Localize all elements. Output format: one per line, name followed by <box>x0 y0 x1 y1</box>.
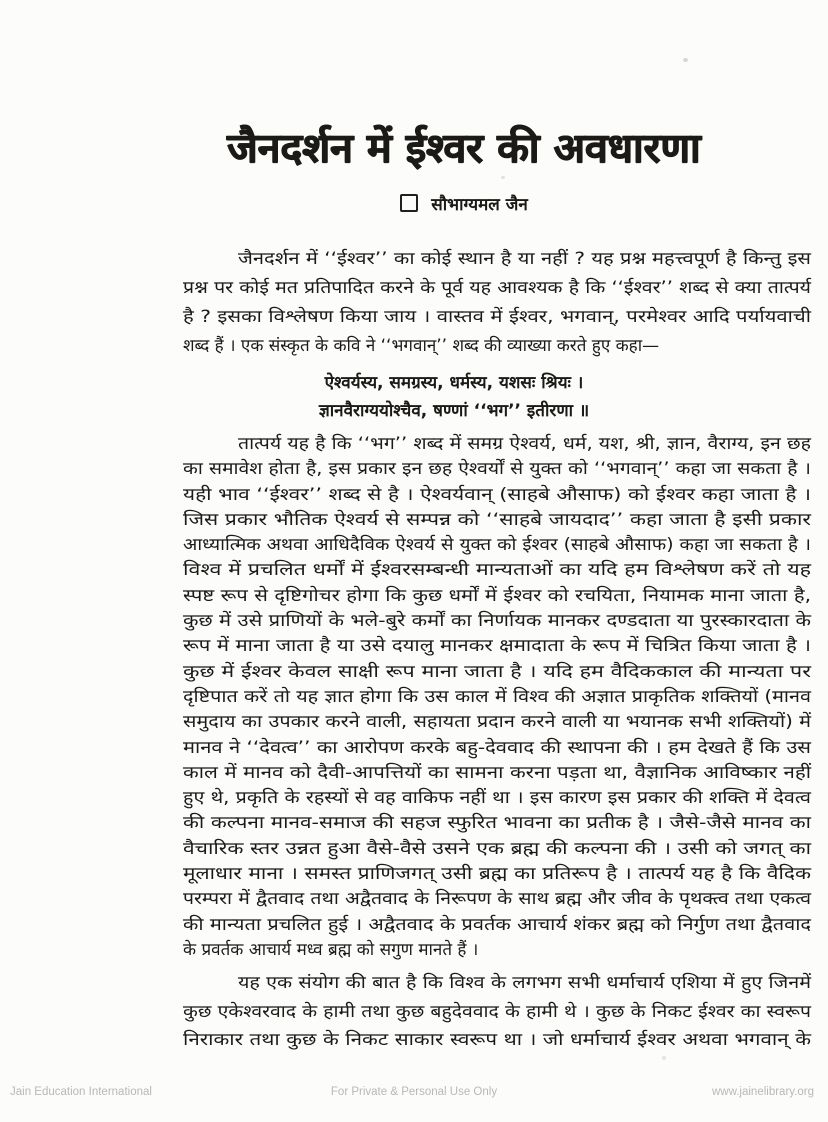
page-header <box>0 0 828 174</box>
text-line: जिस प्रकार भौतिक ऐश्वर्य से सम्पन्न को ‘‘साहबे जायदाद’’ कहा जाता है इसी प्रकार <box>183 509 811 530</box>
text-line: की कल्पना मानव-समाज की सहज स्फुरित भावना का प्रतीक है । जैसे-जैसे मानव का <box>183 813 811 834</box>
text-line: परम्परा में द्वैतवाद तथा अद्वैतवाद के निरूपण के साथ ब्रह्म और जीव के पृथक्त्व तथा एकत्व <box>183 889 812 910</box>
text-line: निराकार तथा कुछ के निकट साकार स्वरूप था । जो धर्माचार्य ईश्वर अथवा भगवान् के <box>183 1030 811 1051</box>
text-line: के प्रवर्तक आचार्य मध्व ब्रह्म को सगुण मानते हैं । <box>183 939 479 960</box>
footer-website-text: www.jainelibrary.org <box>711 1086 814 1098</box>
text-line: कुछ में ईश्वर केवल साक्षी रूप माना जाता है । यदि हम वैदिककाल की मान्यता पर <box>183 661 811 682</box>
text-line: ज्ञानवैराग्ययोश्चैव, षण्णां ‘‘भग’’ इतीरणा ॥ <box>318 401 590 421</box>
scan-speck <box>683 58 688 62</box>
page-title <box>100 122 828 174</box>
footer-publisher-text: Jain Education International <box>10 1086 152 1098</box>
author-line <box>0 192 828 215</box>
text-line: तात्पर्य यह है कि ‘‘भग’’ शब्द में समग्र ऐश्वर्य, धर्म, यश, श्री, ज्ञान, वैराग्य, इन छह <box>238 434 811 454</box>
text-line: समुदाय का उपकार करने वाली, सहायता प्रदान करने वाली या भयानक सभी शक्तियों) में <box>183 712 811 733</box>
text-line: कुछ में उसे प्राणियों के भले-बुरे कर्मों का निर्णायक मानकर दण्डदाता या पुरस्कारदाता के <box>183 611 811 632</box>
text-line: आध्यात्मिक अथवा आधिदैविक ऐश्वर्य से युक्त को ईश्वर (साहबे औसाफ) कहा जा सकता है । <box>183 535 811 556</box>
scan-speck <box>501 176 505 179</box>
text-line: रूप में माना जाता है या उसे दयालु मानकर क्षमादाता के रूप में चित्रित किया जाता है । <box>183 636 811 657</box>
text-line: कुछ एकेश्वरवाद के हामी तथा कुछ बहुदेववाद के हामी थे । कुछ के निकट ईश्वर का स्वरूप <box>183 1001 811 1022</box>
verse-paragraph <box>183 369 811 425</box>
text-line: वैचारिक स्तर उन्नत हुआ वैसे-वैसे उसने एक ब्रह्म की कल्पना की । उसी को जगत् का <box>183 838 811 859</box>
text-line: मूलाधार माना । समस्त प्राणिजगत् उसी ब्रह्म का प्रतिरूप है । तात्पर्य यह है कि वैदिक <box>183 864 811 885</box>
text-line: का समावेश होता है, इस प्रकार इन छह ऐश्वर्यों से युक्त को ‘‘भगवान्’’ कहा जा सकता है । <box>183 459 811 480</box>
paragraph <box>183 432 811 963</box>
text-line: मानव ने ‘‘देवत्व’’ का आरोपण करके बहु-देववाद की स्थापना की । हम देखते हैं कि उस <box>183 737 811 758</box>
text-line: ऐश्वर्यस्य, समग्रस्य, धर्मस्य, यशसः श्रियः । <box>324 373 584 393</box>
paragraph <box>183 969 811 1055</box>
author-name: सौभाग्यमल जैन <box>431 195 528 215</box>
page-title-text: जैनदर्शन में ईश्वर की अवधारणा <box>227 124 701 172</box>
text-line: जैनदर्शन में ‘‘ईश्वर’’ का कोई स्थान है या नहीं ? यह प्रश्न महत्त्वपूर्ण है किन्तु इस <box>238 249 811 269</box>
author-square-icon <box>400 194 418 212</box>
text-line: की मान्यता प्रचलित हुई । अद्वैतवाद के प्रवर्तक आचार्य शंकर ब्रह्म को निर्गुण तथा द्वैतवाद <box>183 914 811 935</box>
article-body <box>183 245 811 1055</box>
text-line: यही भाव ‘‘ईश्वर’’ शब्द से है । ऐश्वर्यवान् (साहबे औसाफ) को ईश्वर कहा जाता है । <box>183 484 811 505</box>
text-line: शब्द हैं । एक संस्कृत के कवि ने ‘‘भगवान्’’ शब्द की व्याख्या करते हुए कहा— <box>183 336 660 356</box>
text-line: विश्व में प्रचलित धर्मों में ईश्वरसम्बन्धी मान्यताओं का यदि हम विश्लेषण करें तो यह <box>183 560 811 581</box>
paragraph <box>183 245 811 361</box>
page-footer <box>0 1086 828 1106</box>
text-line: है ? इसका विश्लेषण किया जाय । वास्तव में ईश्वर, भगवान्, परमेश्वर आदि पर्यायवाची <box>183 307 811 327</box>
text-line: काल में मानव को दैवी-आपत्तियों का सामना करना पड़ता था, वैज्ञानिक आविष्कार नहीं <box>183 762 811 783</box>
text-line: दृष्टिपात करें तो यह ज्ञात होगा कि उस काल में विश्व की अज्ञात प्राकृतिक शक्तियों (मानव <box>183 686 811 707</box>
footer-usage-text: For Private & Personal Use Only <box>330 1086 498 1098</box>
text-line: स्पष्ट रूप से दृष्टिगोचर होगा कि कुछ धर्मों में ईश्वर को रचयिता, नियामक माना जाता है, <box>183 585 811 606</box>
text-line: हुए थे, प्रकृति के रहस्यों से वह वाकिफ नहीं था । इस कारण इस प्रकार की शक्ति में देवत्व <box>183 788 811 809</box>
text-line: यह एक संयोग की बात है कि विश्व के लगभग सभी धर्माचार्य एशिया में हुए जिनमें <box>238 973 811 994</box>
text-line: प्रश्न पर कोई मत प्रतिपादित करने के पूर्व यह आवश्यक है कि ‘‘ईश्वर’’ शब्द से क्या तात्पर्य <box>183 278 811 298</box>
scan-speck <box>662 1056 666 1060</box>
